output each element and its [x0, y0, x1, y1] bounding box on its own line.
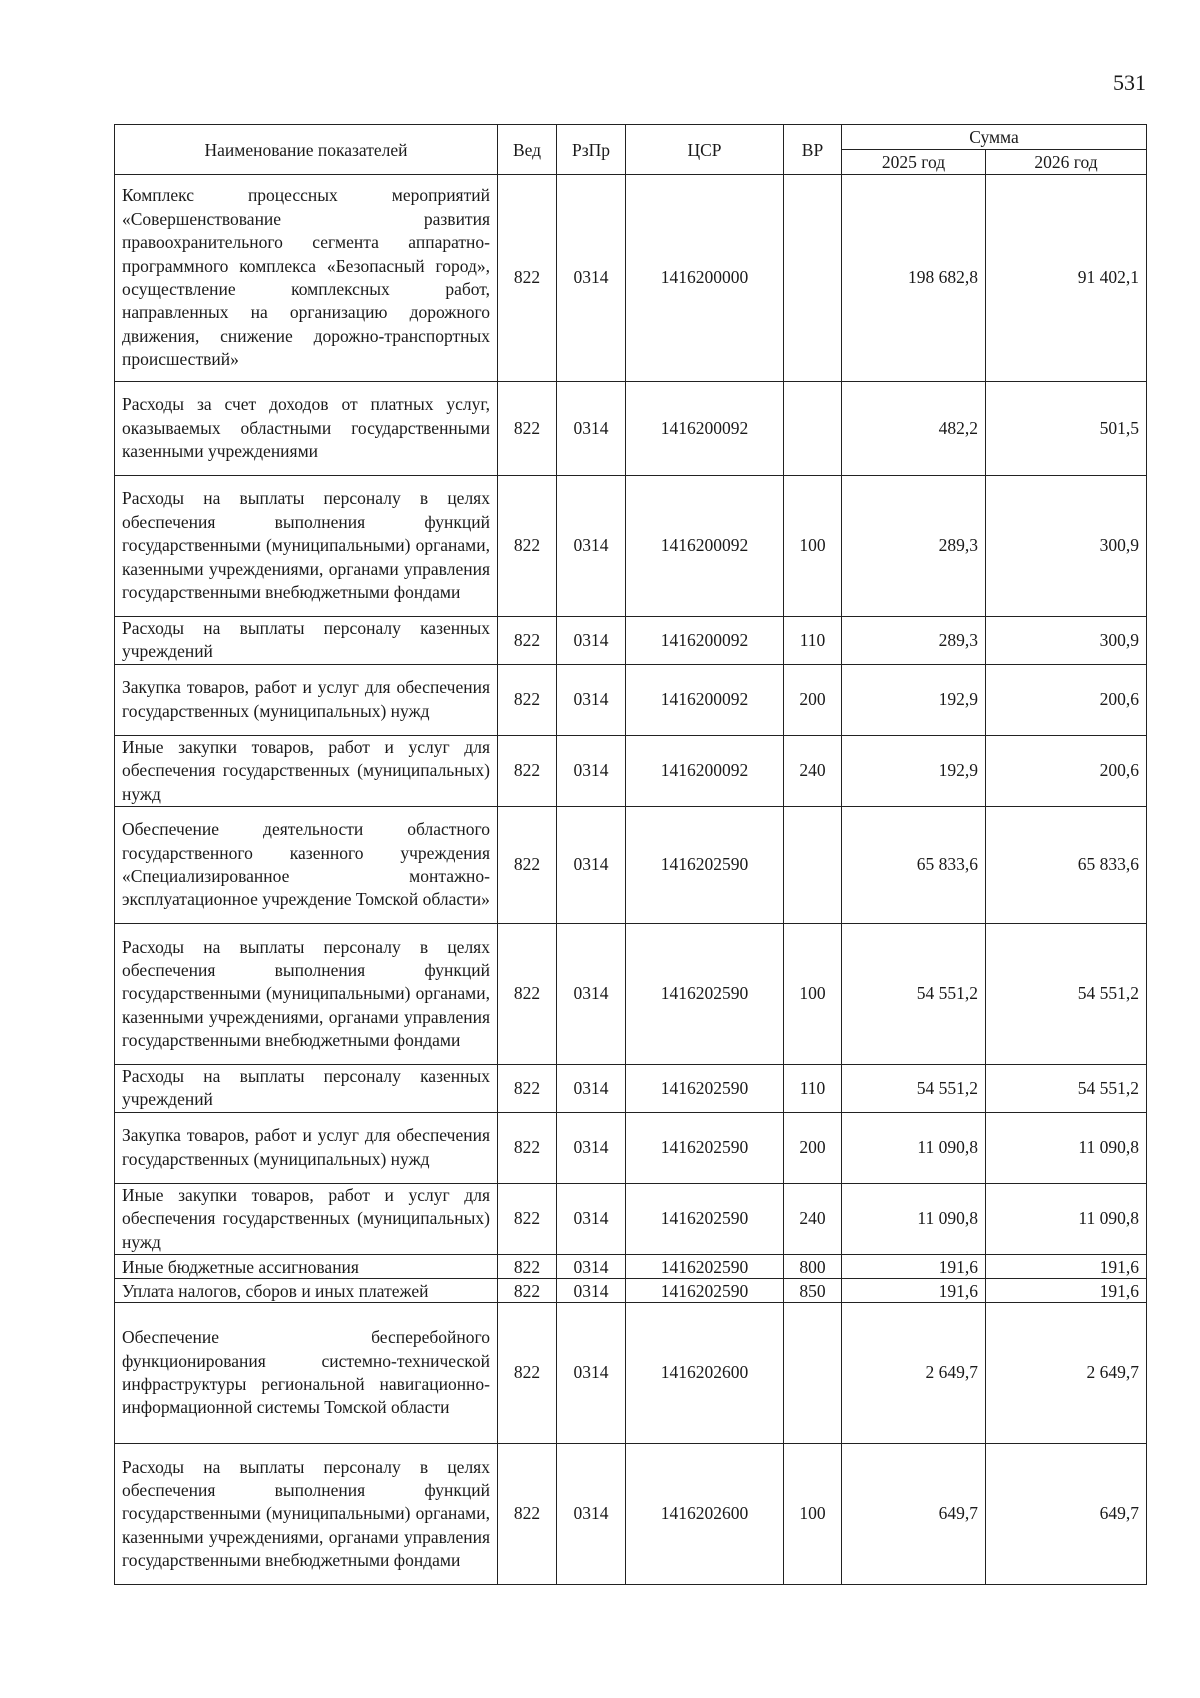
row-ved: 822: [498, 175, 557, 382]
row-vr: 850: [784, 1279, 842, 1303]
header-name: Наименование показателей: [115, 125, 498, 175]
row-ved: 822: [498, 476, 557, 617]
row-name: Иные бюджетные ассигнования: [115, 1255, 498, 1279]
row-name: Комплекс процессных мероприятий «Совершенствование развития правоохранительного сегмента аппаратно-программного комплекса «Безопасный город», осуществление комплексных работ, направленных на организацию дорожного движения, снижение дорожно-транспортных происшествий»: [115, 175, 498, 382]
row-ved: 822: [498, 1444, 557, 1585]
row-csr: 1416202590: [626, 924, 784, 1065]
row-sum-2025: 649,7: [842, 1444, 986, 1585]
row-vr: 800: [784, 1255, 842, 1279]
row-rzpr: 0314: [557, 617, 626, 665]
table-row: [115, 735, 1147, 806]
row-rzpr: 0314: [557, 1183, 626, 1254]
row-name: Обеспечение деятельности областного государственного казенного учреждения «Специализированное монтажно-эксплуатационное учреждение Томской области»: [115, 807, 498, 924]
row-name: Уплата налогов, сборов и иных платежей: [115, 1279, 498, 1303]
header-vr: ВР: [784, 125, 842, 175]
row-vr: 240: [784, 1183, 842, 1254]
row-csr: 1416200092: [626, 664, 784, 735]
row-sum-2026: 11 090,8: [986, 1183, 1147, 1254]
row-vr: 100: [784, 476, 842, 617]
row-sum-2026: 501,5: [986, 382, 1147, 476]
row-rzpr: 0314: [557, 1303, 626, 1444]
row-vr: 200: [784, 1112, 842, 1183]
row-sum-2025: 65 833,6: [842, 807, 986, 924]
row-name: Расходы на выплаты персоналу в целях обеспечения выполнения функций государственными (муниципальными) органами, казенными учреждениями, органами управления государственными внебюджетными фондами: [115, 476, 498, 617]
row-rzpr: 0314: [557, 1279, 626, 1303]
row-vr: [784, 382, 842, 476]
table-row: [115, 1303, 1147, 1444]
row-csr: 1416202600: [626, 1303, 784, 1444]
row-sum-2026: 91 402,1: [986, 175, 1147, 382]
row-sum-2025: 2 649,7: [842, 1303, 986, 1444]
table-row: [115, 1183, 1147, 1254]
row-csr: 1416202600: [626, 1444, 784, 1585]
row-sum-2026: 200,6: [986, 735, 1147, 806]
header-sum: Сумма: [842, 125, 1147, 150]
row-csr: 1416202590: [626, 1183, 784, 1254]
row-name: Расходы на выплаты персоналу казенных учреждений: [115, 617, 498, 665]
row-vr: 110: [784, 1065, 842, 1113]
table-row: [115, 807, 1147, 924]
row-rzpr: 0314: [557, 476, 626, 617]
row-rzpr: 0314: [557, 807, 626, 924]
row-csr: 1416202590: [626, 1255, 784, 1279]
header-ved: Вед: [498, 125, 557, 175]
row-sum-2026: 11 090,8: [986, 1112, 1147, 1183]
row-sum-2026: 65 833,6: [986, 807, 1147, 924]
row-rzpr: 0314: [557, 175, 626, 382]
row-ved: 822: [498, 1065, 557, 1113]
header-year-2026: 2026 год: [986, 150, 1147, 175]
row-rzpr: 0314: [557, 382, 626, 476]
table-row: [115, 382, 1147, 476]
row-name: Закупка товаров, работ и услуг для обеспечения государственных (муниципальных) нужд: [115, 1112, 498, 1183]
row-vr: [784, 807, 842, 924]
row-ved: 822: [498, 924, 557, 1065]
row-vr: 240: [784, 735, 842, 806]
row-ved: 822: [498, 617, 557, 665]
row-sum-2025: 482,2: [842, 382, 986, 476]
table-row: [115, 664, 1147, 735]
row-sum-2025: 54 551,2: [842, 924, 986, 1065]
row-sum-2026: 200,6: [986, 664, 1147, 735]
row-csr: 1416200092: [626, 617, 784, 665]
row-sum-2025: 11 090,8: [842, 1183, 986, 1254]
row-sum-2025: 289,3: [842, 617, 986, 665]
row-sum-2025: 289,3: [842, 476, 986, 617]
row-vr: [784, 1303, 842, 1444]
row-ved: 822: [498, 1255, 557, 1279]
row-sum-2026: 191,6: [986, 1255, 1147, 1279]
row-sum-2025: 191,6: [842, 1279, 986, 1303]
row-rzpr: 0314: [557, 664, 626, 735]
row-csr: 1416200092: [626, 382, 784, 476]
row-sum-2026: 191,6: [986, 1279, 1147, 1303]
row-rzpr: 0314: [557, 1255, 626, 1279]
row-name: Расходы на выплаты персоналу в целях обеспечения выполнения функций государственными (муниципальными) органами, казенными учреждениями, органами управления государственными внебюджетными фондами: [115, 924, 498, 1065]
table-row: [115, 1065, 1147, 1113]
row-name: Закупка товаров, работ и услуг для обеспечения государственных (муниципальных) нужд: [115, 664, 498, 735]
row-vr: 200: [784, 664, 842, 735]
table-row: [115, 1279, 1147, 1303]
row-csr: 1416200092: [626, 476, 784, 617]
row-csr: 1416200000: [626, 175, 784, 382]
row-sum-2026: 649,7: [986, 1444, 1147, 1585]
row-ved: 822: [498, 807, 557, 924]
row-sum-2026: 54 551,2: [986, 924, 1147, 1065]
table-row: [115, 1255, 1147, 1279]
row-sum-2026: 300,9: [986, 476, 1147, 617]
row-name: Расходы за счет доходов от платных услуг, оказываемых областными государственными казенными учреждениями: [115, 382, 498, 476]
row-ved: 822: [498, 1183, 557, 1254]
row-sum-2025: 54 551,2: [842, 1065, 986, 1113]
table-row: [115, 617, 1147, 665]
row-rzpr: 0314: [557, 1112, 626, 1183]
row-sum-2025: 11 090,8: [842, 1112, 986, 1183]
row-sum-2026: 54 551,2: [986, 1065, 1147, 1113]
row-csr: 1416202590: [626, 1112, 784, 1183]
row-csr: 1416200092: [626, 735, 784, 806]
row-name: Обеспечение бесперебойного функционирования системно-технической инфраструктуры региональной навигационно-информационной системы Томской области: [115, 1303, 498, 1444]
row-name: Расходы на выплаты персоналу в целях обеспечения выполнения функций государственными (муниципальными) органами, казенными учреждениями, органами управления государственными внебюджетными фондами: [115, 1444, 498, 1585]
row-ved: 822: [498, 1112, 557, 1183]
row-sum-2025: 192,9: [842, 735, 986, 806]
row-ved: 822: [498, 735, 557, 806]
row-sum-2026: 300,9: [986, 617, 1147, 665]
row-name: Расходы на выплаты персоналу казенных учреждений: [115, 1065, 498, 1113]
header-csr: ЦСР: [626, 125, 784, 175]
row-vr: 100: [784, 1444, 842, 1585]
page-number: 531: [1113, 70, 1146, 95]
row-csr: 1416202590: [626, 1065, 784, 1113]
row-sum-2025: 198 682,8: [842, 175, 986, 382]
table-row: [115, 924, 1147, 1065]
row-sum-2026: 2 649,7: [986, 1303, 1147, 1444]
row-ved: 822: [498, 1303, 557, 1444]
row-ved: 822: [498, 1279, 557, 1303]
row-sum-2025: 191,6: [842, 1255, 986, 1279]
row-rzpr: 0314: [557, 924, 626, 1065]
row-csr: 1416202590: [626, 807, 784, 924]
header-rzpr: РзПр: [557, 125, 626, 175]
row-sum-2025: 192,9: [842, 664, 986, 735]
row-rzpr: 0314: [557, 1444, 626, 1585]
row-vr: 110: [784, 617, 842, 665]
row-ved: 822: [498, 664, 557, 735]
table-row: [115, 175, 1147, 382]
row-vr: [784, 175, 842, 382]
table-row: [115, 1112, 1147, 1183]
row-rzpr: 0314: [557, 735, 626, 806]
header-year-2025: 2025 год: [842, 150, 986, 175]
budget-table: [114, 124, 1147, 1585]
row-name: Иные закупки товаров, работ и услуг для обеспечения государственных (муниципальных) нужд: [115, 1183, 498, 1254]
row-vr: 100: [784, 924, 842, 1065]
row-rzpr: 0314: [557, 1065, 626, 1113]
row-name: Иные закупки товаров, работ и услуг для обеспечения государственных (муниципальных) нужд: [115, 735, 498, 806]
table-row: [115, 476, 1147, 617]
row-ved: 822: [498, 382, 557, 476]
table-row: [115, 1444, 1147, 1585]
row-csr: 1416202590: [626, 1279, 784, 1303]
